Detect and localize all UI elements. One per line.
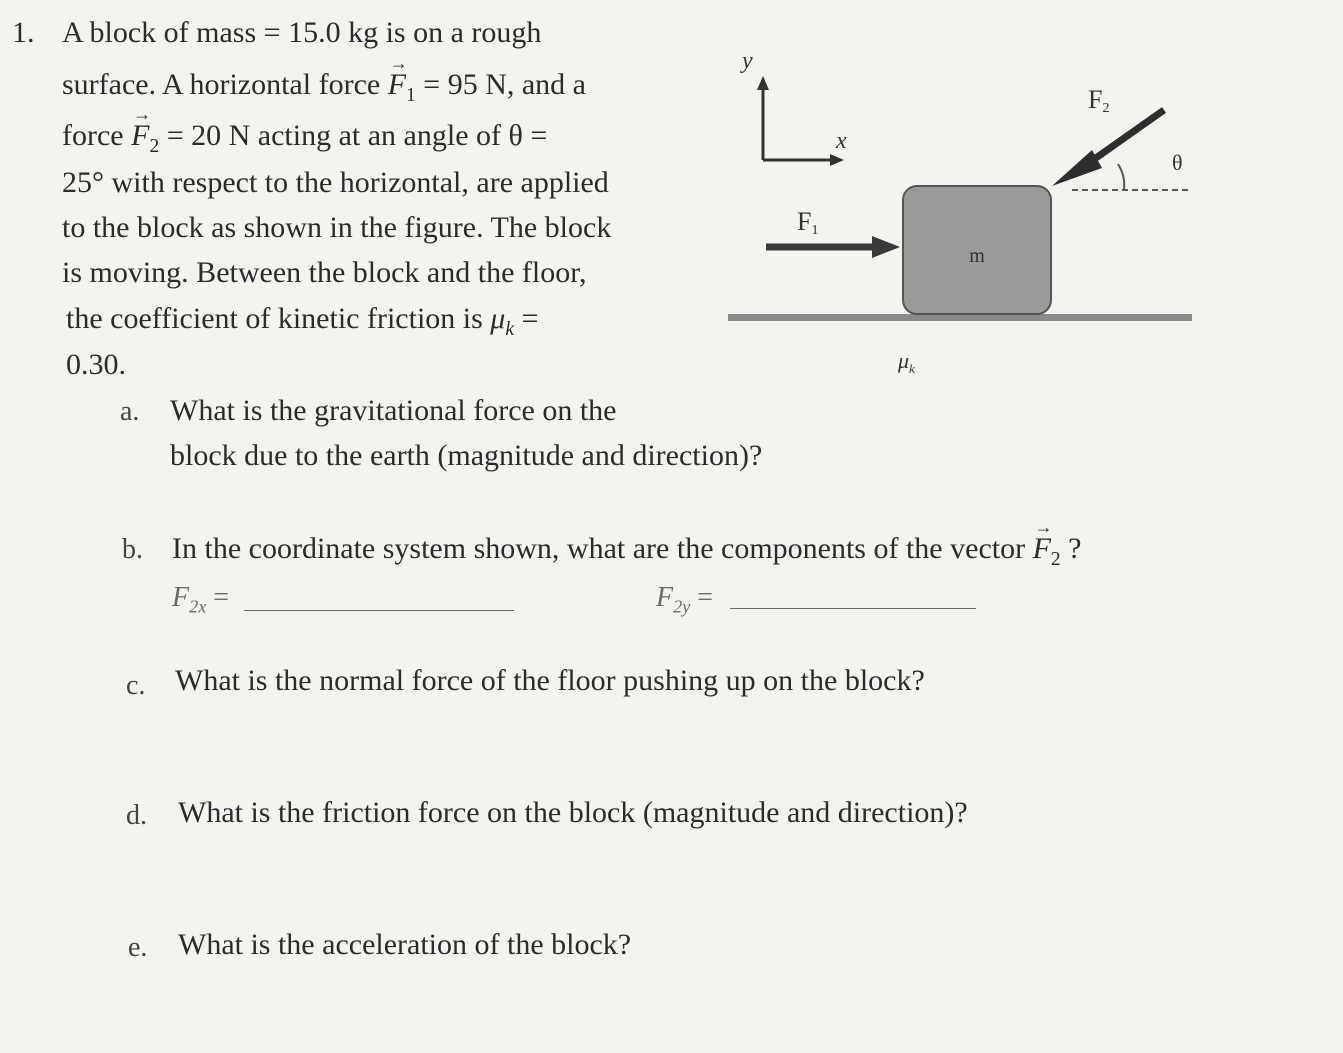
f2y-label: $F_{2y}$ = [656, 582, 714, 617]
question-c-letter: c. [126, 670, 146, 701]
problem-line-7-head: the coefficient of kinetic friction is [66, 302, 491, 335]
question-b-tail: ? [1060, 532, 1082, 565]
question-a-line-1: What is the gravitational force on the [170, 394, 617, 427]
problem-line-7 [66, 304, 538, 340]
f2-symbol: → F [131, 121, 149, 151]
problem-number: 1. [12, 16, 35, 49]
mu-symbol: μ [490, 302, 506, 335]
problem-line-4: 25° with respect to the horizontal, are applied [62, 166, 609, 199]
question-a-letter: a. [120, 396, 140, 427]
problem-line-2-tail: = 95 N, and a [415, 68, 586, 101]
problem-line-8: 0.30. [66, 348, 126, 381]
y-axis-arrowhead [757, 76, 769, 90]
question-b-vector-subscript: 2 [1050, 549, 1061, 570]
floor [728, 314, 1192, 321]
question-b-letter: b. [122, 534, 143, 565]
problem-line-3 [62, 121, 547, 157]
mu-subscript: k [505, 319, 515, 340]
question-e-text: What is the acceleration of the block? [178, 928, 632, 961]
f2y-answer-blank[interactable] [730, 608, 976, 609]
x-axis-arrowhead [830, 154, 844, 166]
problem-line-3-tail: = 20 N acting at an angle of θ = [159, 119, 548, 152]
question-b-vector-symbol: → F [1033, 534, 1051, 564]
question-b-text [172, 534, 1082, 570]
question-d-letter: d. [126, 800, 147, 831]
problem-line-2-head: surface. A horizontal force [62, 68, 388, 101]
angle-label: θ [1172, 150, 1183, 175]
block-label: m [969, 245, 985, 267]
f1-label: F1 [797, 207, 819, 238]
f1-symbol: → F [388, 70, 406, 100]
y-axis-label: y [742, 48, 753, 74]
f2-subscript: 2 [149, 136, 160, 157]
f2-label: F2 [1088, 85, 1110, 116]
f1-arrow [766, 207, 900, 258]
question-a-line-2: block due to the earth (magnitude and direction)? [170, 439, 763, 472]
question-c-text: What is the normal force of the floor pushing up on the block? [175, 664, 925, 697]
angle-arc [1118, 164, 1124, 190]
problem-line-1: A block of mass = 15.0 kg is on a rough [62, 16, 542, 49]
coordinate-axes [740, 48, 847, 166]
question-b-text-main: In the coordinate system shown, what are the components of the vector [172, 532, 1033, 565]
friction-coefficient-label: $\mu_k$ [898, 348, 915, 376]
problem-line-5: to the block as shown in the figure. The block [62, 211, 612, 244]
f1-arrow-head [872, 236, 900, 258]
f2-arrow [1052, 85, 1164, 186]
question-d-text: What is the friction force on the block (magnitude and direction)? [178, 796, 968, 829]
x-axis-label: x [836, 128, 847, 154]
f2x-answer-blank[interactable] [244, 610, 514, 611]
problem-line-6: is moving. Between the block and the floor, [62, 256, 587, 289]
problem-line-2 [62, 70, 586, 106]
physics-figure [700, 40, 1220, 390]
question-e-letter: e. [128, 932, 148, 963]
f2-arrow-head [1052, 150, 1102, 186]
f1-subscript: 1 [406, 85, 416, 106]
mu-equals: = [514, 302, 539, 335]
problem-line-3-head: force [62, 119, 132, 152]
f2x-label: $F_{2x}$ = [172, 582, 230, 617]
